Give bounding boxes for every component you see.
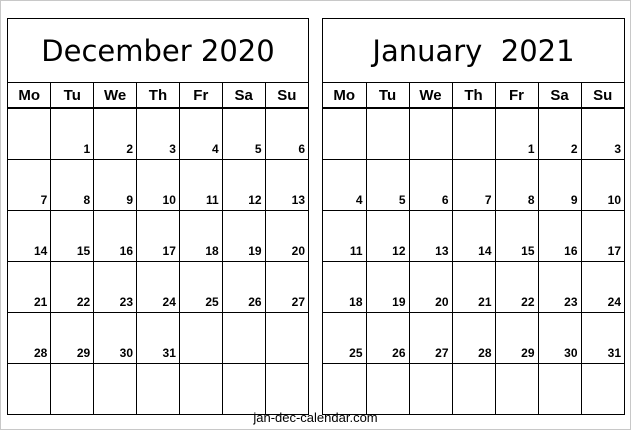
day-number: 16	[564, 244, 578, 258]
weekday-label: Su	[265, 83, 308, 108]
weekday-label: Tu	[366, 83, 409, 108]
day-number: 6	[441, 193, 449, 207]
day-number: 24	[162, 295, 176, 309]
weekday-label: We	[94, 83, 137, 108]
day-number: 18	[349, 295, 363, 309]
day-cell	[538, 313, 581, 364]
day-cell	[265, 211, 308, 262]
weekday-label: Tu	[51, 83, 94, 108]
day-number: 11	[349, 244, 363, 258]
day-cell	[222, 364, 265, 415]
month-title: December 2020	[8, 19, 308, 83]
day-number: 17	[162, 244, 176, 258]
day-cell	[137, 313, 180, 364]
day-number: 15	[76, 244, 91, 258]
day-cell	[137, 364, 180, 415]
day-cell	[51, 262, 94, 313]
day-number: 27	[435, 346, 449, 360]
day-cell	[366, 364, 409, 415]
weekday-label: Fr	[495, 83, 538, 108]
day-cell	[409, 160, 452, 211]
day-cell	[51, 108, 94, 160]
day-number: 8	[83, 193, 91, 207]
weekday-label: Th	[137, 83, 180, 108]
day-number: 31	[162, 346, 176, 360]
day-cell	[51, 160, 94, 211]
month-title: January 2021	[323, 19, 624, 83]
day-cell	[409, 108, 452, 160]
day-cell	[51, 211, 94, 262]
day-cell	[581, 262, 624, 313]
weekday-header-row	[8, 83, 308, 108]
day-cell	[409, 313, 452, 364]
day-cell	[94, 262, 137, 313]
week-row	[8, 211, 308, 262]
day-cell	[323, 160, 366, 211]
day-cell	[137, 108, 180, 160]
day-cell	[366, 211, 409, 262]
day-cell	[495, 364, 538, 415]
day-cell	[265, 262, 308, 313]
week-row	[323, 108, 624, 160]
weekday-label: Fr	[179, 83, 222, 108]
day-cell	[495, 262, 538, 313]
day-number: 25	[349, 346, 363, 360]
day-number: 9	[126, 193, 134, 207]
day-cell	[265, 160, 308, 211]
day-number: 25	[205, 295, 219, 309]
week-row	[8, 108, 308, 160]
week-row	[8, 364, 308, 415]
day-cell	[323, 108, 366, 160]
day-number: 13	[435, 244, 449, 258]
day-number: 3	[614, 142, 621, 156]
day-number: 26	[392, 346, 406, 360]
day-number: 30	[564, 346, 578, 360]
day-number: 29	[521, 346, 535, 360]
day-cell	[265, 364, 308, 415]
day-cell	[323, 262, 366, 313]
day-number: 18	[205, 244, 219, 258]
day-cell	[495, 313, 538, 364]
day-cell	[222, 160, 265, 211]
day-number: 2	[570, 142, 578, 156]
day-cell	[538, 160, 581, 211]
day-cell	[94, 313, 137, 364]
day-cell	[222, 262, 265, 313]
day-cell	[94, 211, 137, 262]
day-number: 8	[527, 193, 535, 207]
day-cell	[366, 108, 409, 160]
day-cell	[179, 313, 222, 364]
day-cell	[495, 211, 538, 262]
day-number: 4	[212, 142, 219, 156]
weekday-label: We	[409, 83, 452, 108]
day-cell	[8, 313, 51, 364]
day-number: 11	[206, 193, 219, 207]
day-cell	[581, 313, 624, 364]
day-cell	[265, 108, 308, 160]
day-number: 10	[607, 193, 621, 207]
day-number: 24	[607, 295, 621, 309]
day-number: 29	[76, 346, 91, 360]
day-number: 5	[254, 142, 262, 156]
day-cell	[538, 364, 581, 415]
weekday-label: Sa	[222, 83, 265, 108]
weekday-label: Sa	[538, 83, 581, 108]
day-cell	[222, 313, 265, 364]
day-cell	[581, 108, 624, 160]
day-number: 14	[478, 244, 492, 258]
week-row	[323, 211, 624, 262]
day-number: 4	[355, 193, 363, 207]
month-grid	[323, 83, 624, 414]
day-cell	[366, 160, 409, 211]
weekday-header-row	[323, 83, 624, 108]
day-number: 22	[521, 295, 535, 309]
day-cell	[179, 160, 222, 211]
footer-website: jan-dec-calendar.com	[253, 410, 378, 425]
day-cell	[452, 313, 495, 364]
day-cell	[94, 364, 137, 415]
day-cell	[581, 211, 624, 262]
day-cell	[452, 108, 495, 160]
day-number: 1	[83, 142, 91, 156]
day-cell	[581, 160, 624, 211]
day-number: 17	[607, 244, 621, 258]
day-cell	[366, 262, 409, 313]
week-row	[323, 262, 624, 313]
day-number: 7	[40, 193, 48, 207]
day-number: 19	[392, 295, 406, 309]
day-cell	[94, 108, 137, 160]
day-cell	[222, 108, 265, 160]
day-number: 5	[398, 193, 406, 207]
weekday-label: Mo	[8, 83, 51, 108]
day-cell	[581, 364, 624, 415]
day-cell	[179, 262, 222, 313]
day-number: 7	[484, 193, 492, 207]
day-cell	[323, 364, 366, 415]
day-number: 20	[435, 295, 449, 309]
week-rows	[8, 108, 308, 414]
day-number: 19	[248, 244, 262, 258]
day-cell	[323, 211, 366, 262]
day-cell	[265, 313, 308, 364]
day-cell	[8, 108, 51, 160]
day-cell	[8, 262, 51, 313]
day-number: 3	[169, 142, 176, 156]
day-cell	[51, 313, 94, 364]
week-row	[323, 364, 624, 415]
day-cell	[409, 364, 452, 415]
day-number: 20	[291, 244, 305, 258]
day-number: 26	[248, 295, 262, 309]
day-cell	[8, 160, 51, 211]
day-cell	[179, 364, 222, 415]
calendar-january-2021	[322, 18, 625, 415]
week-row	[8, 262, 308, 313]
day-cell	[222, 211, 265, 262]
day-cell	[366, 313, 409, 364]
week-row	[323, 160, 624, 211]
day-cell	[409, 211, 452, 262]
day-number: 30	[119, 346, 134, 360]
day-number: 21	[33, 295, 48, 309]
day-number: 13	[291, 193, 305, 207]
day-cell	[179, 211, 222, 262]
day-cell	[51, 364, 94, 415]
calendar-december-2020	[7, 18, 309, 415]
day-number: 16	[119, 244, 134, 258]
day-cell	[137, 262, 180, 313]
day-number: 31	[607, 346, 621, 360]
day-number: 14	[33, 244, 48, 258]
day-cell	[495, 108, 538, 160]
day-number: 28	[478, 346, 492, 360]
day-cell	[323, 313, 366, 364]
day-cell	[452, 160, 495, 211]
month-grid	[8, 83, 308, 414]
day-number: 12	[392, 244, 406, 258]
weekday-label: Th	[452, 83, 495, 108]
day-cell	[179, 108, 222, 160]
week-rows	[323, 108, 624, 414]
weekday-label: Mo	[323, 83, 366, 108]
day-cell	[495, 160, 538, 211]
day-number: 9	[570, 193, 578, 207]
day-number: 27	[291, 295, 305, 309]
weekday-label: Su	[581, 83, 624, 108]
day-number: 6	[298, 142, 305, 156]
day-number: 1	[527, 142, 535, 156]
day-number: 22	[76, 295, 91, 309]
week-row	[323, 313, 624, 364]
day-cell	[137, 160, 180, 211]
day-cell	[8, 211, 51, 262]
day-cell	[452, 364, 495, 415]
day-cell	[452, 262, 495, 313]
day-number: 23	[564, 295, 578, 309]
day-number: 10	[162, 193, 176, 207]
day-number: 21	[478, 295, 492, 309]
day-cell	[137, 211, 180, 262]
week-row	[8, 313, 308, 364]
day-number: 15	[521, 244, 535, 258]
day-cell	[94, 160, 137, 211]
day-cell	[8, 364, 51, 415]
day-cell	[409, 262, 452, 313]
day-cell	[538, 211, 581, 262]
day-cell	[452, 211, 495, 262]
week-row	[8, 160, 308, 211]
day-number: 23	[119, 295, 134, 309]
day-cell	[538, 262, 581, 313]
day-number: 28	[33, 346, 48, 360]
day-cell	[538, 108, 581, 160]
day-number: 12	[248, 193, 262, 207]
day-number: 2	[126, 142, 134, 156]
